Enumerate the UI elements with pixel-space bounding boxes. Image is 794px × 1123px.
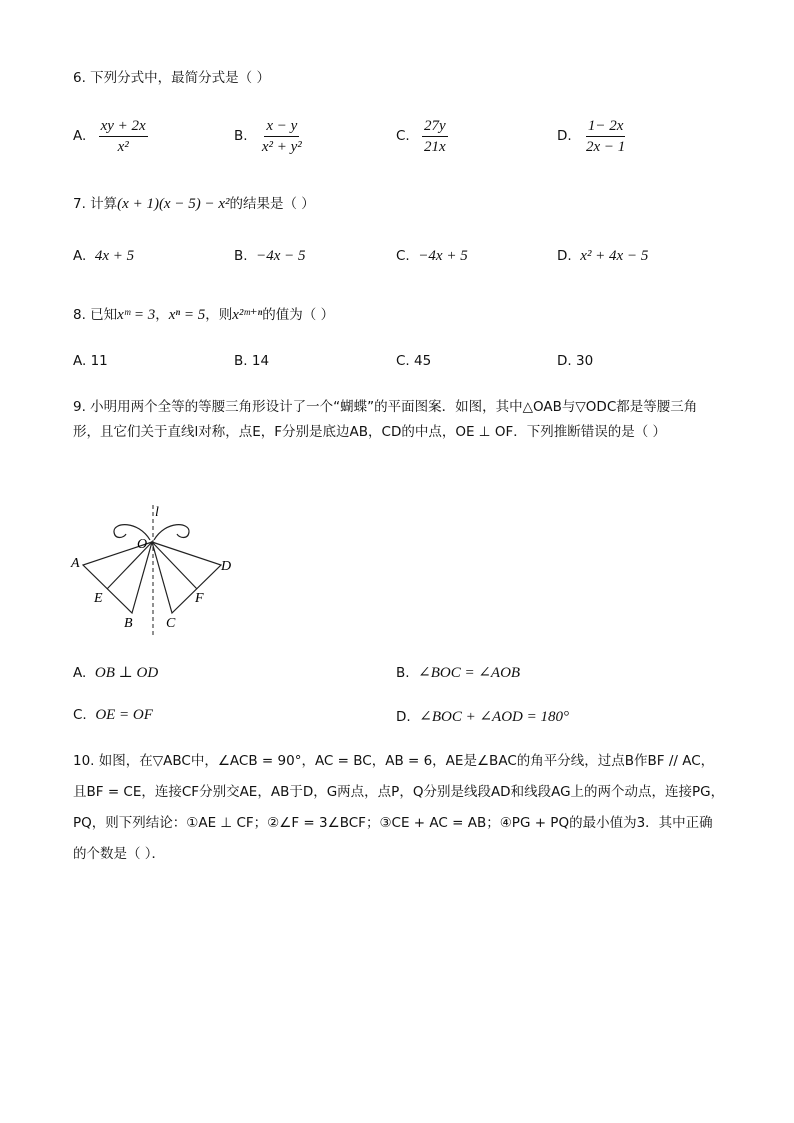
math-expression: xᵐ = 3 [117, 307, 156, 323]
denominator: x² [117, 139, 129, 155]
option-letter: B. [234, 248, 248, 264]
label-c: C [166, 616, 176, 631]
stem-prefix: 7. 计算 [73, 196, 118, 212]
math-expression: x²ᵐ⁺ⁿ [232, 307, 263, 323]
q7-option-d [557, 248, 648, 265]
option-letter: A. [73, 353, 87, 369]
numerator: xy + 2x [99, 118, 148, 137]
label-b: B [124, 616, 133, 631]
q6-option-a [73, 118, 148, 155]
label-l: l [155, 505, 159, 520]
stem-part: 的值为（ ） [262, 307, 335, 323]
denominator: 21x [424, 139, 446, 155]
option-letter: D. [557, 128, 572, 144]
option-letter: D. [557, 248, 572, 264]
fraction [422, 118, 448, 155]
right-antenna [154, 525, 189, 540]
option-text: ∠BOC = ∠AOB [418, 665, 521, 681]
numerator: x − y [264, 118, 299, 137]
q8-option-a [73, 353, 108, 369]
q8-option-b [234, 353, 269, 369]
question-6-stem: 6. 下列分式中，最简分式是（ ） [73, 70, 270, 86]
option-text: 30 [575, 353, 594, 369]
option-letter: B. [396, 665, 410, 681]
q9-option-d [396, 707, 569, 726]
q7-option-c [396, 248, 468, 265]
label-f: F [195, 591, 204, 606]
stem-suffix: 的结果是（ ） [229, 196, 315, 212]
label-d: D [221, 559, 232, 574]
q7-option-b [234, 248, 306, 265]
label-e: E [94, 591, 103, 606]
question-9-stem: 9. 小明用两个全等的等腰三角形设计了一个“蝴蝶”的平面图案．如图，其中△OAB与▽ODC都是等腰三角形，且它们关于直线l对称，点E，F分别是底边AB，CD的中点，OE ⊥ OF．下列推断错误的是（ ） [73, 399, 698, 440]
fraction [584, 118, 627, 155]
q6-option-c [396, 118, 448, 155]
math-expression: (x + 1)(x − 5) − x² [117, 196, 230, 212]
option-letter: B. [234, 128, 248, 144]
option-text: x² + 4x − 5 [580, 248, 649, 264]
option-letter: D. [557, 353, 572, 369]
option-letter: A. [73, 248, 87, 264]
question-7-stem [73, 192, 315, 213]
option-letter: D. [396, 709, 411, 725]
fraction [99, 118, 148, 155]
numerator: 27y [422, 118, 448, 137]
option-letter: C. [396, 353, 410, 369]
denominator: x² + y² [261, 139, 302, 155]
label-a: A [71, 556, 80, 571]
q9-option-c [73, 707, 153, 724]
option-text: 11 [90, 353, 108, 369]
stem-part: ， [155, 307, 169, 323]
math-expression: xⁿ = 5 [168, 307, 206, 323]
question-8-stem [73, 303, 334, 324]
option-text: −4x + 5 [418, 248, 468, 264]
option-text: −4x − 5 [256, 248, 306, 264]
stem-part: 8. 已知 [73, 307, 118, 323]
q8-option-c [396, 353, 431, 369]
label-o: O [137, 537, 148, 552]
option-letter: B. [234, 353, 248, 369]
stem-part: ，则 [205, 307, 233, 323]
denominator: 2x − 1 [585, 139, 626, 155]
option-text: 4x + 5 [94, 248, 135, 264]
numerator: 1− 2x [586, 118, 626, 137]
q7-option-a [73, 248, 134, 265]
q9-option-b [396, 663, 520, 682]
option-letter: A. [73, 665, 87, 681]
q8-option-d [557, 353, 593, 369]
option-letter: C. [396, 128, 410, 144]
question-10-stem: 10. 如图，在▽ABC中，∠ACB = 90°，AC = BC，AB = 6，AE是∠BAC的角平分线，过点B作BF // AC，且BF = CE，连接CF分别交AE，AB于D，G两点，点P，Q分别是线段AD和线段AG上的两个动点，连接PG，PQ，则下列结论：①AE ⊥ CF；②∠F = 3∠BCF；③CE + AC = AB；④PG + PQ的最小值为3．其中正确的个数是（ ）． [73, 753, 725, 862]
butterfly-figure [68, 500, 243, 640]
option-letter: C. [396, 248, 410, 264]
option-letter: A. [73, 128, 87, 144]
q6-option-b [234, 118, 304, 155]
fraction [260, 118, 304, 155]
q9-option-a [73, 663, 158, 682]
option-letter: C. [73, 707, 87, 723]
option-text: OE = OF [95, 707, 153, 723]
option-text: OB ⊥ OD [94, 665, 159, 681]
option-text: ∠BOC + ∠AOD = 180° [419, 709, 569, 725]
option-text: 14 [251, 353, 270, 369]
option-text: 45 [414, 353, 432, 369]
q6-option-d [557, 118, 627, 155]
